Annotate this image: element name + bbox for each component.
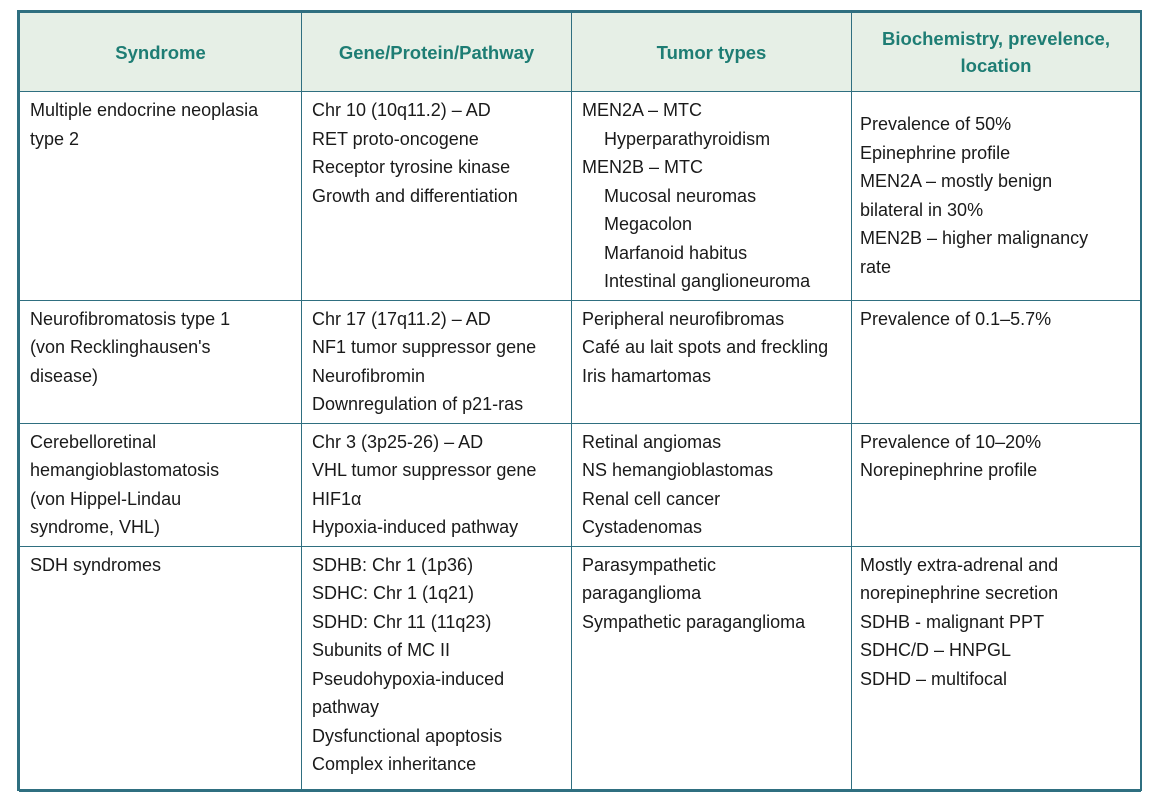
cell-line: Retinal angiomas (582, 431, 722, 452)
cell-line: Receptor tyrosine kinase (312, 157, 511, 177)
cell-line: Chr 3 (3p25-26) – AD (312, 431, 484, 452)
cell-gene (302, 92, 572, 301)
cell-gene (302, 546, 572, 791)
cell-line: Multiple endocrine neoplasia (30, 100, 259, 120)
cell-line: Hypoxia-induced pathway (312, 517, 519, 537)
cell-line: type 2 (30, 128, 80, 149)
table-row (20, 300, 1141, 423)
header-biochemistry-line2: location (960, 55, 1032, 76)
cell-tumor (572, 300, 852, 423)
cell-line: Cerebelloretinal (30, 431, 157, 452)
cell-line: syndrome, VHL) (30, 517, 161, 537)
header-row (20, 13, 1141, 92)
cell-syndrome (20, 92, 302, 301)
cell-line: SDHD – multifocal (860, 668, 1008, 689)
cell-tumor (572, 92, 852, 301)
header-biochemistry (852, 13, 1141, 92)
cell-biochemistry (852, 423, 1141, 546)
cell-line: Complex inheritance (312, 754, 477, 774)
cell-line: Downregulation of p21-ras (312, 394, 524, 414)
cell-line: rate (860, 256, 892, 277)
cell-line: SDHB: Chr 1 (1p36) (312, 554, 474, 575)
cell-line: Hyperparathyroidism (604, 128, 771, 149)
cell-line: MEN2B – MTC (582, 157, 704, 177)
cell-line: MEN2A – MTC (582, 100, 703, 120)
cell-biochemistry (852, 92, 1141, 301)
cell-line: SDHC/D – HNPGL (860, 640, 1012, 660)
cell-syndrome (20, 546, 302, 791)
cell-line: Mostly extra-adrenal and (860, 554, 1059, 575)
cell-line: Dysfunctional apoptosis (312, 725, 503, 746)
cell-line: Parasympathetic (582, 554, 717, 575)
header-syndrome: Syndrome (20, 13, 302, 92)
cell-line: Peripheral neurofibromas (582, 308, 785, 329)
cell-line: SDHB - malignant PPT (860, 611, 1045, 632)
cell-line: Renal cell cancer (582, 488, 721, 509)
cell-gene (302, 300, 572, 423)
cell-tumor (572, 546, 852, 791)
cell-line: Prevalence of 10–20% (860, 431, 1042, 452)
cell-line: HIF1α (312, 488, 362, 509)
cell-line: Chr 10 (10q11.2) – AD (312, 100, 491, 120)
cell-line: pathway (312, 697, 380, 717)
header-biochemistry-line1: Biochemistry, prevelence, (882, 28, 1110, 49)
cell-line: Prevalence of 50% (860, 114, 1012, 134)
cell-line: Intestinal ganglioneuroma (604, 271, 811, 291)
cell-line: Marfanoid habitus (604, 242, 748, 263)
cell-line: Growth and differentiation (312, 185, 518, 206)
cell-syndrome (20, 423, 302, 546)
cell-syndrome (20, 300, 302, 423)
cell-line: Chr 17 (17q11.2) – AD (312, 308, 491, 329)
cell-line: Sympathetic paraganglioma (582, 611, 806, 632)
cell-line: Subunits of MC II (312, 640, 451, 660)
cell-line: Neurofibromin (312, 365, 426, 386)
cell-line: paraganglioma (582, 583, 702, 603)
cell-line: Megacolon (604, 214, 693, 234)
cell-line: Prevalence of 0.1–5.7% (860, 308, 1052, 329)
cell-line: Pseudohypoxia-induced (312, 668, 505, 689)
cell-line: MEN2B – higher malignancy (860, 228, 1089, 248)
cell-line: bilateral in 30% (860, 199, 984, 220)
cell-biochemistry (852, 546, 1141, 791)
cell-line: Epinephrine profile (860, 142, 1011, 163)
cell-line: NF1 tumor suppressor gene (312, 337, 537, 357)
cell-line: MEN2A – mostly benign (860, 171, 1053, 191)
cell-tumor (572, 423, 852, 546)
cell-line: disease) (30, 365, 99, 386)
table-row (20, 423, 1141, 546)
header-tumor-types: Tumor types (572, 13, 852, 92)
cell-line: SDHC: Chr 1 (1q21) (312, 583, 475, 603)
cell-line: Norepinephrine profile (860, 460, 1038, 480)
cell-line: (von Recklinghausen's (30, 337, 211, 357)
cell-line: SDHD: Chr 11 (11q23) (312, 611, 492, 632)
table-row (20, 546, 1141, 791)
header-gene-protein-pathway: Gene/Protein/Pathway (302, 13, 572, 92)
cell-gene (302, 423, 572, 546)
table (19, 12, 1141, 792)
cell-line: norepinephrine secretion (860, 583, 1059, 603)
cell-line: Cystadenomas (582, 517, 703, 537)
syndrome-table (17, 10, 1142, 791)
cell-line: hemangioblastomatosis (30, 460, 220, 480)
cell-line: NS hemangioblastomas (582, 460, 774, 480)
cell-line: VHL tumor suppressor gene (312, 460, 537, 480)
cell-line: Iris hamartomas (582, 365, 712, 386)
cell-line: Neurofibromatosis type 1 (30, 308, 231, 329)
cell-line: RET proto-oncogene (312, 128, 479, 149)
cell-line: (von Hippel-Lindau (30, 488, 182, 509)
cell-line: Café au lait spots and freckling (582, 337, 829, 357)
cell-biochemistry (852, 300, 1141, 423)
table-row (20, 92, 1141, 301)
cell-line: SDH syndromes (30, 554, 162, 575)
cell-line: Mucosal neuromas (604, 185, 757, 206)
